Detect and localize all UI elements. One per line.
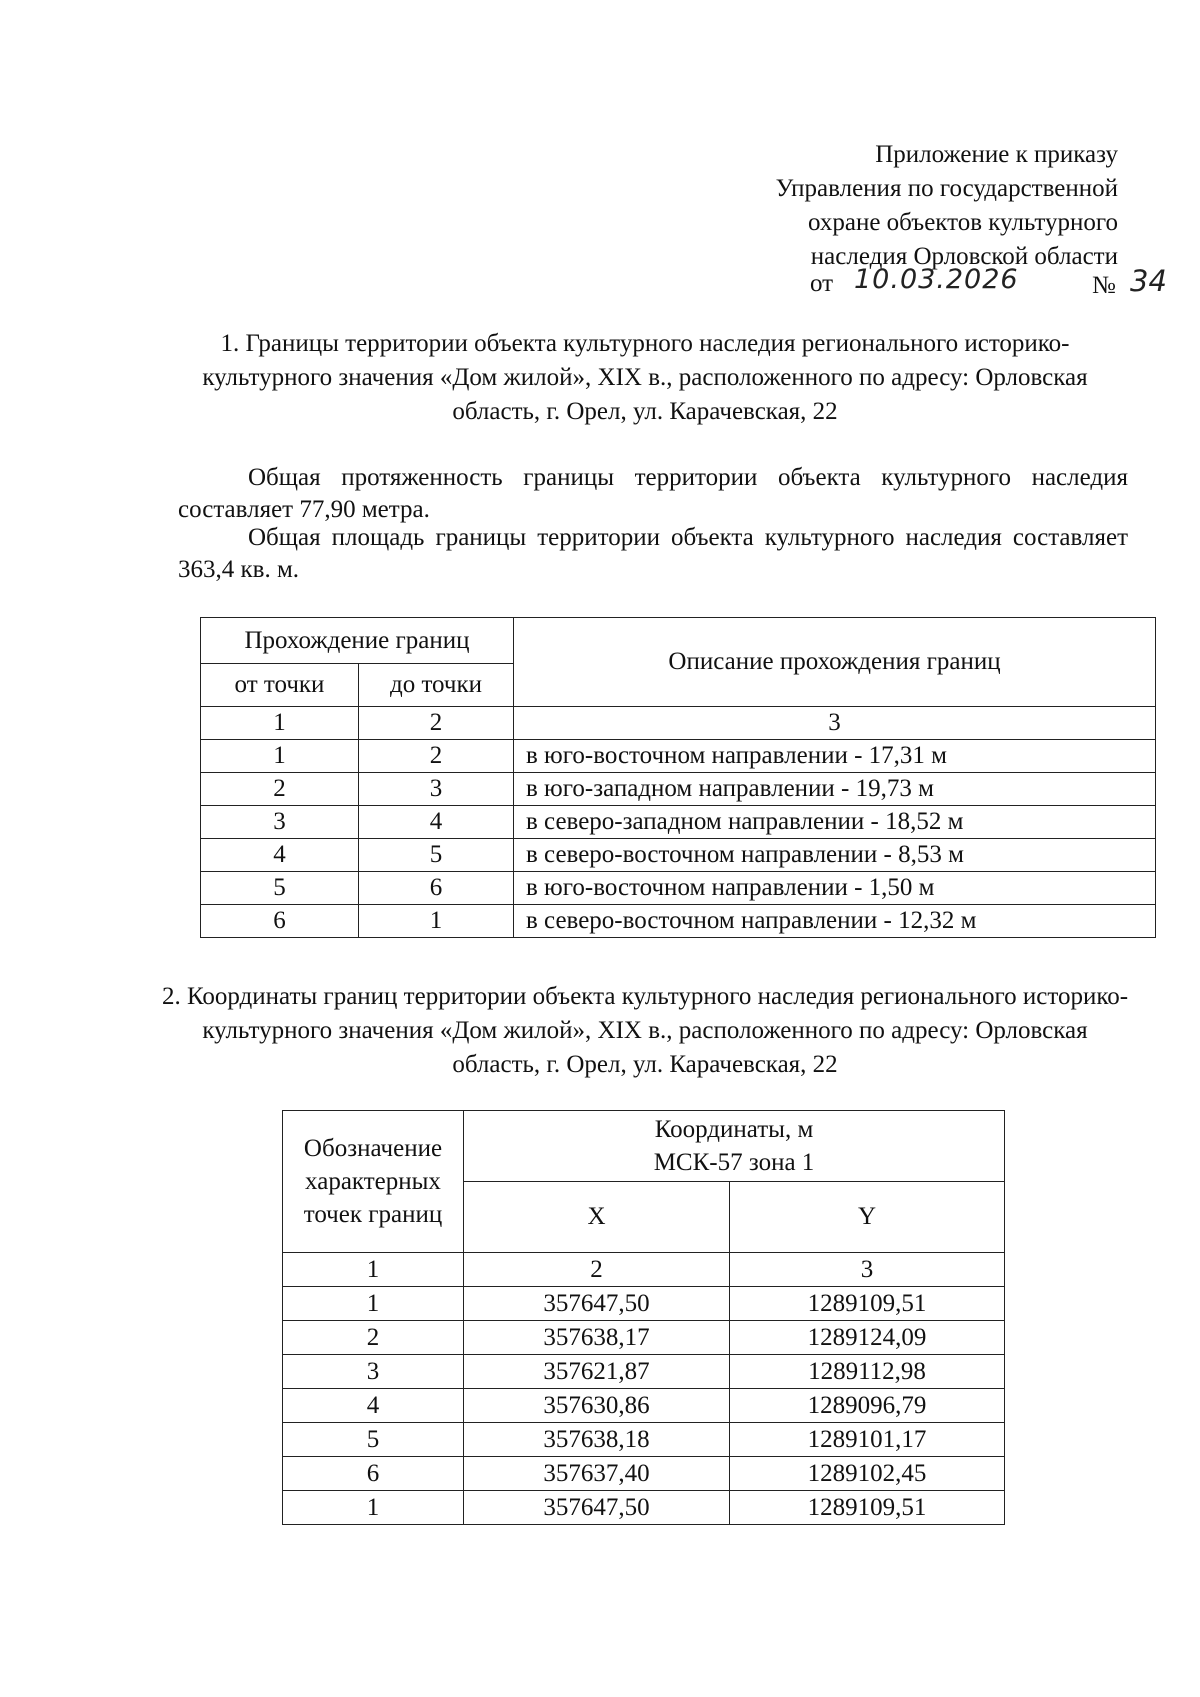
y-cell: 1289102,45 [730, 1457, 1005, 1491]
point-cell: 4 [283, 1389, 464, 1423]
section1-heading: 1. Границы территории объекта культурного наследия регионального историко-культурного значения «Дом жилой», XIX в., расположенного по адресу: Орловская область, г. Орел, ул. Карачевская, 22 [202, 330, 1088, 425]
column-number: 3 [730, 1253, 1005, 1287]
appendix-line: охране объектов культурного [807, 209, 1118, 236]
header-point-designation: Обозначение характерных точек границ [283, 1111, 464, 1253]
table-row [201, 806, 1156, 839]
total-area-paragraph: Общая площадь границы территории объекта культурного наследия составляет 363,4 кв. м. [178, 524, 1128, 583]
x-cell: 357647,50 [464, 1491, 730, 1525]
table-row [283, 1321, 1005, 1355]
table-row [201, 773, 1156, 806]
y-cell: 1289124,09 [730, 1321, 1005, 1355]
from-point-cell: 3 [201, 806, 359, 839]
x-cell: 357647,50 [464, 1287, 730, 1321]
header-coordinates [464, 1111, 1005, 1182]
header-x: X [464, 1182, 730, 1253]
column-number: 3 [514, 707, 1156, 740]
point-cell: 3 [283, 1355, 464, 1389]
table-row [201, 839, 1156, 872]
column-number: 2 [359, 707, 514, 740]
number-label: № [1092, 272, 1116, 299]
description-cell: в юго-восточном направлении - 17,31 м [514, 740, 1156, 773]
table-row [201, 905, 1156, 938]
order-date-number [810, 264, 1180, 304]
table-row [283, 1457, 1005, 1491]
header-coordinate-system: МСК-57 зона 1 [653, 1149, 815, 1176]
from-point-cell: 6 [201, 905, 359, 938]
section2-heading: 2. Координаты границ территории объекта культурного наследия регионального историко-культурного значения «Дом жилой», XIX в., расположенного по адресу: Орловская область, г. Орел, ул. Карачевская, 22 [161, 983, 1129, 1078]
x-cell: 357621,87 [464, 1355, 730, 1389]
x-cell: 357630,86 [464, 1389, 730, 1423]
handwritten-number: 34 [1130, 264, 1167, 298]
to-point-cell: 6 [359, 872, 514, 905]
appendix-line: Управления по государственной [775, 175, 1118, 202]
table-row [201, 872, 1156, 905]
header-description: Описание прохождения границ [514, 618, 1156, 707]
header-coordinates-unit: Координаты, м [654, 1116, 814, 1143]
y-cell: 1289109,51 [730, 1287, 1005, 1321]
to-point-cell: 1 [359, 905, 514, 938]
appendix-line: наследия Орловской области [810, 243, 1118, 270]
header-from-point: от точки [201, 664, 359, 707]
table-row [283, 1491, 1005, 1525]
to-point-cell: 4 [359, 806, 514, 839]
point-cell: 6 [283, 1457, 464, 1491]
from-point-cell: 2 [201, 773, 359, 806]
from-point-cell: 5 [201, 872, 359, 905]
from-point-cell: 1 [201, 740, 359, 773]
x-cell: 357638,18 [464, 1423, 730, 1457]
point-cell: 2 [283, 1321, 464, 1355]
header-to-point: до точки [359, 664, 514, 707]
x-cell: 357637,40 [464, 1457, 730, 1491]
handwritten-date: 10.03.2026 [854, 264, 1019, 295]
point-cell: 5 [283, 1423, 464, 1457]
table-row [283, 1389, 1005, 1423]
description-cell: в северо-восточном направлении - 8,53 м [514, 839, 1156, 872]
from-point-cell: 4 [201, 839, 359, 872]
point-cell: 1 [283, 1491, 464, 1525]
table-row [283, 1287, 1005, 1321]
description-cell: в северо-восточном направлении - 12,32 м [514, 905, 1156, 938]
description-cell: в северо-западном направлении - 18,52 м [514, 806, 1156, 839]
appendix-line: Приложение к приказу [875, 141, 1118, 168]
header-boundary-passage: Прохождение границ [201, 618, 514, 664]
from-label: от [810, 270, 834, 297]
column-number: 1 [201, 707, 359, 740]
y-cell: 1289109,51 [730, 1491, 1005, 1525]
boundary-passage-table [200, 617, 1156, 938]
point-cell: 1 [283, 1287, 464, 1321]
to-point-cell: 3 [359, 773, 514, 806]
header-y: Y [730, 1182, 1005, 1253]
description-cell: в юго-западном направлении - 19,73 м [514, 773, 1156, 806]
coordinates-table [282, 1110, 1005, 1525]
appendix-header [776, 138, 1118, 274]
to-point-cell: 2 [359, 740, 514, 773]
column-number: 1 [283, 1253, 464, 1287]
table-row [283, 1355, 1005, 1389]
total-length-paragraph: Общая протяженность границы территории объекта культурного наследия составляет 77,90 метра. [178, 464, 1128, 523]
x-cell: 357638,17 [464, 1321, 730, 1355]
table-row [201, 740, 1156, 773]
y-cell: 1289096,79 [730, 1389, 1005, 1423]
to-point-cell: 5 [359, 839, 514, 872]
y-cell: 1289112,98 [730, 1355, 1005, 1389]
column-number: 2 [464, 1253, 730, 1287]
description-cell: в юго-восточном направлении - 1,50 м [514, 872, 1156, 905]
table-row [283, 1253, 1005, 1287]
y-cell: 1289101,17 [730, 1423, 1005, 1457]
table-row [201, 707, 1156, 740]
table-row [283, 1423, 1005, 1457]
